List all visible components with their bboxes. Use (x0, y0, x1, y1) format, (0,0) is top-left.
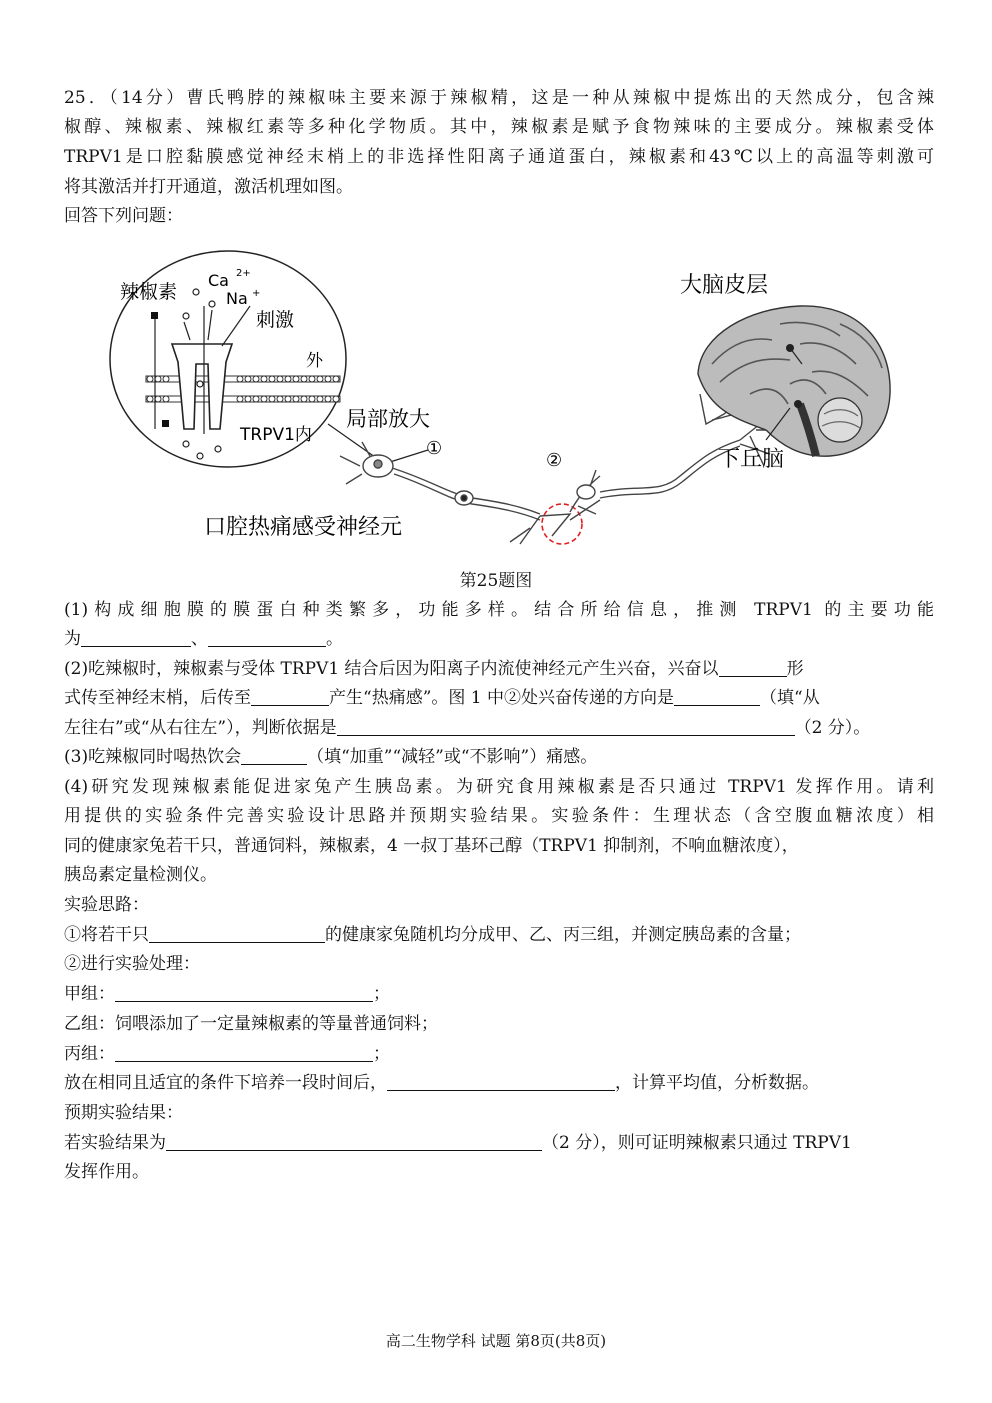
q3-text-a: (3)吃辣椒同时喝热饮会 (64, 747, 242, 767)
figure-caption: 第25题图 (459, 571, 533, 591)
q2-line-1 (64, 658, 934, 680)
label-ca: Ca (208, 271, 229, 290)
q3-line (64, 746, 934, 768)
cerebellum (818, 398, 862, 442)
q2-text-b: 形 (786, 659, 804, 679)
label-outside: 外 (306, 351, 323, 371)
result-line (64, 1132, 934, 1154)
q4-line-4: 胰岛素定量检测仪。 (64, 865, 217, 885)
label-na-sup: + (252, 288, 261, 299)
intro-line-4: 将其激活并打开通道，激活机理如图。 (64, 177, 353, 197)
label-stimulus: 刺激 (256, 309, 295, 331)
q1-sep: 、 (191, 629, 208, 649)
q3-text-b: （填“加重”“减轻”或“不影响”）痛感。 (307, 747, 598, 767)
q2-text-e: （填“从 (760, 688, 820, 708)
q2-blank-direction[interactable] (674, 688, 760, 706)
q1-end: 。 (326, 629, 343, 649)
group-c-line (64, 1043, 934, 1065)
q1-blank-2[interactable] (208, 629, 326, 647)
q4-line-2: 用提供的实验条件完善实验设计思路并预期实验结果。实验条件：生理状态（含空腹血糖浓度）相 (64, 806, 934, 826)
q2-text-d: 产生“热痛感”。图 1 中②处兴奋传递的方向是 (329, 688, 675, 708)
result-blank[interactable] (166, 1133, 542, 1151)
group-b-line: 乙组：饲喂添加了一定量辣椒素的等量普通饲料； (64, 1014, 438, 1034)
step1-blank[interactable] (149, 925, 325, 943)
result-text-b: （2 分），则可证明辣椒素只通过 TRPV1 (542, 1133, 852, 1153)
culture-blank[interactable] (387, 1073, 615, 1091)
intro-line-1: 25．（14分）曹氏鸭脖的辣椒味主要来源于辣椒精，这是一种从辣椒中提炼出的天然成分，包含辣 (64, 88, 934, 108)
step-2: ②进行实验处理： (64, 954, 200, 974)
label-capsaicin: 辣椒素 (120, 281, 178, 303)
label-ca-sup: 2+ (236, 268, 251, 279)
q4-line-3: 同的健康家兔若干只，普通饲料，辣椒素，4 一叔丁基环己醇（TRPV1 抑制剂，不响血糖浓度）， (64, 836, 799, 856)
q2-text-c: 式传至神经末梢，后传至 (64, 688, 251, 708)
group-a-label: 甲组： (64, 984, 115, 1004)
group-a-blank[interactable] (115, 984, 373, 1002)
q2-text-a: (2)吃辣椒时，辣椒素与受体 TRPV1 结合后因为阳离子内流使神经元产生兴奋，兴奋以 (64, 659, 719, 679)
trpv1-mechanism-figure (100, 244, 900, 564)
q2-line-3 (64, 717, 934, 739)
q1-line-1: (1)构成细胞膜的膜蛋白种类繁多，功能多样。结合所给信息，推测 TRPV1 的主要功能 (64, 600, 934, 620)
result-line-2: 发挥作用。 (64, 1162, 149, 1182)
q2-blank-target[interactable] (251, 688, 329, 706)
page-footer: 高二生物学科 试题 第8页(共8页) (385, 1332, 607, 1350)
result-title: 预期实验结果： (64, 1103, 183, 1123)
answer-prompt: 回答下列问题： (64, 206, 183, 226)
q1-prefix: 为 (64, 629, 81, 649)
label-na: Na (226, 289, 248, 308)
label-hypothalamus: 下丘脑 (718, 447, 785, 472)
step1-text-a: ①将若干只 (64, 925, 149, 945)
q1-line-2 (64, 628, 934, 650)
intro-line-3: TRPV1是口腔黏膜感觉神经末梢上的非选择性阳离子通道蛋白，辣椒素和43℃以上的高温等刺激可 (64, 147, 934, 167)
group-c-blank[interactable] (115, 1044, 373, 1062)
label-circle-1: ① (426, 438, 443, 459)
brain-icon (698, 306, 890, 456)
group-a-line (64, 983, 934, 1005)
group-c-label: 丙组： (64, 1044, 115, 1064)
step1-text-b: 的健康家兔随机均分成甲、乙、丙三组，并测定胰岛素的含量； (325, 925, 801, 945)
culture-line (64, 1072, 934, 1094)
q3-blank[interactable] (241, 747, 307, 765)
group-c-semicolon: ； (373, 1044, 390, 1064)
label-inside: TRPV1内 (240, 425, 312, 445)
idea-title: 实验思路： (64, 895, 149, 915)
q4-line-1: (4)研究发现辣椒素能促进家兔产生胰岛素。为研究食用辣椒素是否只通过 TRPV1 发挥作用。请利 (64, 777, 934, 797)
label-cortex: 大脑皮层 (680, 273, 769, 298)
q1-blank-1[interactable] (81, 629, 191, 647)
q2-text-g: （2 分）。 (794, 718, 871, 738)
label-circle-2: ② (546, 450, 563, 471)
group-a-semicolon: ； (373, 984, 390, 1004)
q2-blank-reason[interactable] (337, 718, 795, 736)
label-neuron: 口腔热痛感受神经元 (204, 515, 403, 540)
intro-line-2: 椒醇、辣椒素、辣椒红素等多种化学物质。其中，辣椒素是赋予食物辣味的主要成分。辣椒素受体 (64, 117, 934, 137)
label-magnify: 局部放大 (346, 407, 430, 431)
culture-text-a: 放在相同且适宜的条件下培养一段时间后， (64, 1073, 387, 1093)
q2-line-2 (64, 687, 934, 709)
q2-blank-form[interactable] (719, 659, 787, 677)
step-1 (64, 924, 934, 946)
q2-text-f: 左往右”或“从右往左”），判断依据是 (64, 718, 337, 738)
culture-text-b: ，计算平均值，分析数据。 (615, 1073, 819, 1093)
result-text-a: 若实验结果为 (64, 1133, 166, 1153)
